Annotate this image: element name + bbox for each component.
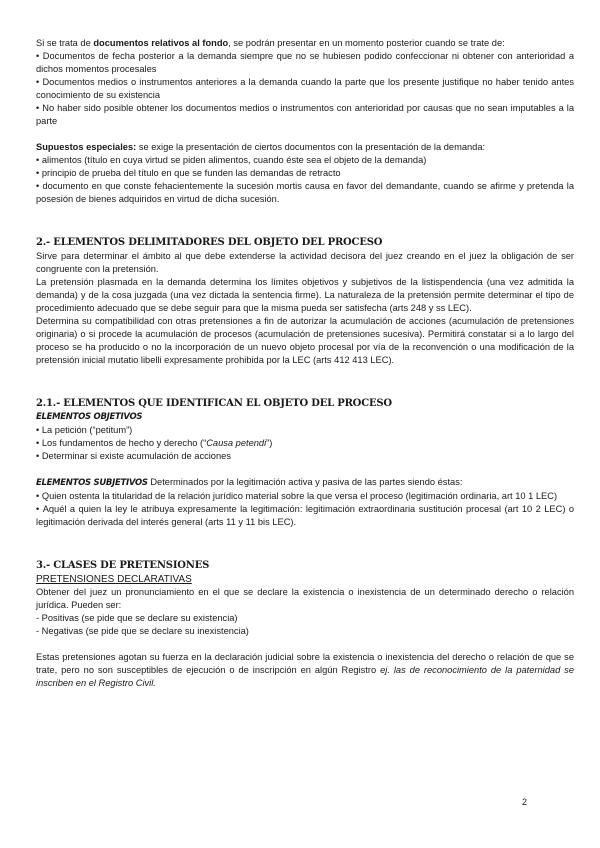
section-3-paragraph: Estas pretensiones agotan su fuerza en la declaración judicial sobre la existencia o inexistencia del derecho o relación de que se trate, pero no son susceptibles de ejecución o de inscripción en algún Registro ej. las de reconocimiento de la paternidad se inscriben en el Registro Civil. [36,652,574,688]
list-item: • Quien ostenta la titularidad de la relación jurídico material sobre la que versa el proceso (legitimación ordinaria, art 10 1 LEC) [36,490,574,503]
section-3-heading: 3.- CLASES DE PRETENSIONES [36,560,210,571]
section-2-paragraph: La pretensión plasmada en la demanda determina los límites objetivos y subjetivos de la listispendencia (una vez admitida la demanda) y de la cosa juzgada (una vez dictada la sentencia firme). La naturaleza de la pretensión permite determinar el tipo de procedimiento adecuado que se debe seguir para que la misma pueda ser satisfecha (arts 248 y ss LEC). [36,277,574,313]
list-item: - Positivas (se pide que se declare su existencia) [36,613,238,623]
elementos-subjetivos-intro: ELEMENTOS SUBJETIVOS Determinados por la legitimación activa y pasiva de las partes siendo éstas: [36,477,463,488]
list-item: • Aquél a quien la ley le atribuya expresamente la legitimación: legitimación extraordinaria sustitución procesal (art 10 2 LEC) o legitimación derivada del interés general (arts 11 y 11 bis LEC). [36,503,574,529]
section-3-paragraph: Obtener del juez un pronunciamiento en el que se declare la existencia o inexistencia de un determinado derecho o relación jurídica. Pueden ser: [36,587,574,610]
list-item: • principio de prueba del título en que se funden las demandas de retracto [36,167,574,180]
pretensiones-declarativas-subheading: PRETENSIONES DECLARATIVAS [36,574,192,585]
list-item: • Determinar si existe acumulación de acciones [36,450,574,463]
page-number: 2 [522,797,528,807]
section-2-1-heading: 2.1.- ELEMENTOS QUE IDENTIFICAN EL OBJETO DEL PROCESO [36,398,392,409]
elementos-objetivos-label: ELEMENTOS OBJETIVOS [36,412,143,422]
list-item: • La petición (“petitum”) [36,424,574,437]
supuestos-intro: Supuestos especiales: se exige la presentación de ciertos documentos con la presentación de la demanda: [36,142,486,152]
list-item: - Negativas (se pide que se declare su inexistencia) [36,626,249,636]
section-2-paragraph: Sirve para determinar el ámbito al que debe extenderse la actividad decisora del juez creando en el juez la obligación de ser congruente con la pretensión. [36,251,574,274]
page-content [36,37,574,690]
list-item: • documento en que conste fehacientemente la sucesión mortis causa en favor del demandante, cuando se afirme y pretenda la posesión de bienes adquiridos en virtud de dicha sucesión. [36,180,574,206]
list-item: • Los fundamentos de hecho y derecho (“Causa petendi”) [36,437,574,450]
list-item: • Documentos de fecha posterior a la demanda siempre que no se hubiesen podido confeccionar ni obtener con anterioridad a dichos momentos procesales [36,50,574,76]
fondo-intro: Si se trata de documentos relativos al fondo, se podrán presentar en un momento posterior cuando se trate de: [36,38,505,48]
list-item: • No haber sido posible obtener los documentos medios o instrumentos con anterioridad por causas que no sean imputables a la parte [36,102,574,128]
section-2-paragraph: Determina su compatibilidad con otras pretensiones a fin de autorizar la acumulación de acciones (acumulación de pretensiones originaria) o si procede la acumulación de procesos (acumulación de pretensiones sucesiva). Permitirá constatar si a lo largo del proceso se ha producido o no la incorporación de un nuevo objeto procesal por vía de la reconvención o una modificación de la pretensión inicial mutatio libelli expresamente prohibida por la LEC (arts 412 413 LEC). [36,316,574,365]
elementos-subjetivos-label: ELEMENTOS SUBJETIVOS [36,478,148,488]
list-item: • alimentos (título en cuya virtud se piden alimentos, cuando éste sea el objeto de la demanda) [36,154,574,167]
list-item: • Documentos medios o instrumentos anteriores a la demanda cuando la parte que los presente justifique no haber tenido antes conocimiento de su existencia [36,76,574,102]
section-2-heading: 2.- ELEMENTOS DELIMITADORES DEL OBJETO DEL PROCESO [36,237,383,248]
